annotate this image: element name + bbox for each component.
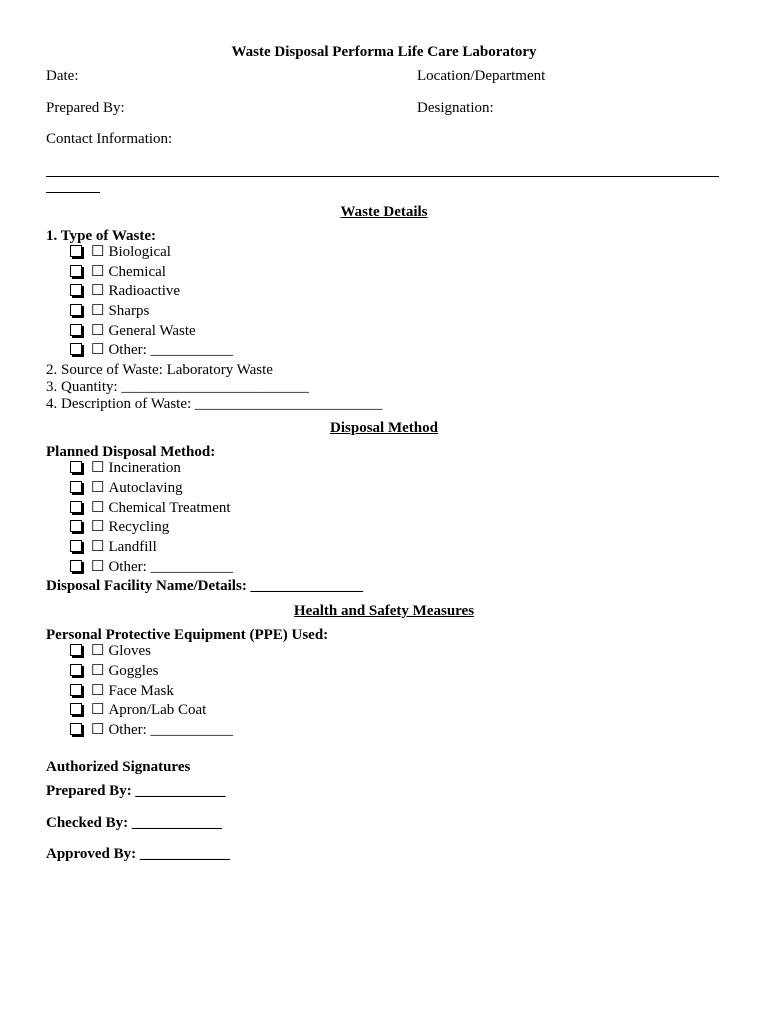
checkbox-icon[interactable] (70, 245, 82, 257)
ppe-label: Other: ___________ (108, 722, 234, 738)
checkbox-icon[interactable] (70, 343, 82, 355)
checkbox-icon[interactable] (70, 684, 82, 696)
designation-label: Designation: (417, 100, 494, 116)
waste-type-item[interactable] (70, 243, 171, 261)
document-title: Waste Disposal Performa Life Care Laboratory (231, 44, 537, 60)
checkbox-icon[interactable] (70, 501, 82, 513)
checkbox-icon[interactable] (70, 324, 82, 336)
disposal-method-label: Recycling (108, 519, 170, 535)
checkbox-icon[interactable] (70, 664, 82, 676)
waste-type-item[interactable] (70, 282, 180, 300)
ppe-label: Goggles (108, 663, 159, 679)
ppe-label: Gloves (108, 643, 151, 659)
checkbox-icon[interactable] (70, 703, 82, 715)
disposal-method-item[interactable] (70, 558, 233, 576)
waste-type-label: Biological (108, 244, 171, 260)
planned-disposal-method-label: Planned Disposal Method: (46, 444, 216, 460)
checkbox-glyph: ☐ (91, 480, 105, 496)
ppe-item[interactable] (70, 701, 206, 719)
checkbox-glyph: ☐ (91, 559, 105, 575)
waste-type-label: Sharps (108, 303, 150, 319)
checkbox-glyph: ☐ (91, 663, 105, 679)
description-field[interactable]: 4. Description of Waste: _________________________ (46, 396, 383, 412)
checkbox-icon[interactable] (70, 723, 82, 735)
ppe-item[interactable] (70, 682, 174, 700)
checkbox-icon[interactable] (70, 520, 82, 532)
checkbox-glyph: ☐ (91, 683, 105, 699)
checked-by-signature[interactable]: Checked By: ____________ (46, 815, 222, 831)
approved-by-signature[interactable]: Approved By: ____________ (46, 846, 230, 862)
checkbox-icon[interactable] (70, 461, 82, 473)
disposal-method-item[interactable] (70, 499, 231, 517)
checkbox-glyph: ☐ (91, 264, 105, 280)
disposal-method-label: Incineration (108, 460, 181, 476)
disposal-method-label: Landfill (108, 539, 157, 555)
checkbox-icon[interactable] (70, 284, 82, 296)
waste-details-heading: Waste Details (340, 204, 428, 220)
disposal-method-heading: Disposal Method (330, 420, 438, 436)
quantity-field[interactable]: 3. Quantity: _________________________ (46, 379, 309, 395)
ppe-item[interactable] (70, 662, 158, 680)
waste-type-label: General Waste (108, 323, 196, 339)
disposal-method-label: Other: ___________ (108, 559, 234, 575)
date-label: Date: (46, 68, 79, 84)
checkbox-icon[interactable] (70, 560, 82, 572)
checkbox-glyph: ☐ (91, 244, 105, 260)
prepared-by-label: Prepared By: (46, 100, 125, 116)
disposal-method-item[interactable] (70, 538, 157, 556)
disposal-method-item[interactable] (70, 479, 183, 497)
type-of-waste-label: 1. Type of Waste: (46, 228, 157, 244)
ppe-label: Face Mask (108, 683, 174, 699)
checkbox-icon[interactable] (70, 265, 82, 277)
waste-type-item[interactable] (70, 302, 149, 320)
checkbox-icon[interactable] (70, 540, 82, 552)
ppe-item[interactable] (70, 642, 151, 660)
checkbox-glyph: ☐ (91, 722, 105, 738)
disposal-method-label: Autoclaving (108, 480, 183, 496)
checkbox-glyph: ☐ (91, 702, 105, 718)
prepared-by-signature[interactable]: Prepared By: ____________ (46, 783, 226, 799)
source-of-waste: 2. Source of Waste: Laboratory Waste (46, 362, 273, 378)
separator-line (46, 176, 719, 177)
checkbox-glyph: ☐ (91, 303, 105, 319)
checkbox-glyph: ☐ (91, 283, 105, 299)
waste-type-item[interactable] (70, 341, 233, 359)
checkbox-glyph: ☐ (91, 519, 105, 535)
checkbox-glyph: ☐ (91, 460, 105, 476)
checkbox-glyph: ☐ (91, 643, 105, 659)
checkbox-icon[interactable] (70, 304, 82, 316)
contact-information-label: Contact Information: (46, 131, 173, 147)
location-label: Location/Department (417, 68, 546, 84)
authorized-signatures-heading: Authorized Signatures (46, 759, 191, 775)
waste-type-item[interactable] (70, 322, 196, 340)
ppe-label: Apron/Lab Coat (108, 702, 207, 718)
waste-type-label: Radioactive (108, 283, 181, 299)
checkbox-icon[interactable] (70, 644, 82, 656)
checkbox-icon[interactable] (70, 481, 82, 493)
disposal-facility-field[interactable]: Disposal Facility Name/Details: _______________ (46, 578, 364, 594)
checkbox-glyph: ☐ (91, 500, 105, 516)
ppe-item[interactable] (70, 721, 233, 739)
waste-type-label: Chemical (108, 264, 166, 280)
checkbox-glyph: ☐ (91, 539, 105, 555)
ppe-used-label: Personal Protective Equipment (PPE) Used: (46, 627, 329, 643)
separator-line-continuation (46, 192, 100, 193)
health-safety-heading: Health and Safety Measures (293, 603, 475, 619)
disposal-method-label: Chemical Treatment (108, 500, 231, 516)
checkbox-glyph: ☐ (91, 323, 105, 339)
disposal-method-item[interactable] (70, 518, 169, 536)
checkbox-glyph: ☐ (91, 342, 105, 358)
waste-type-label: Other: ___________ (108, 342, 234, 358)
waste-type-item[interactable] (70, 263, 166, 281)
disposal-method-item[interactable] (70, 459, 181, 477)
